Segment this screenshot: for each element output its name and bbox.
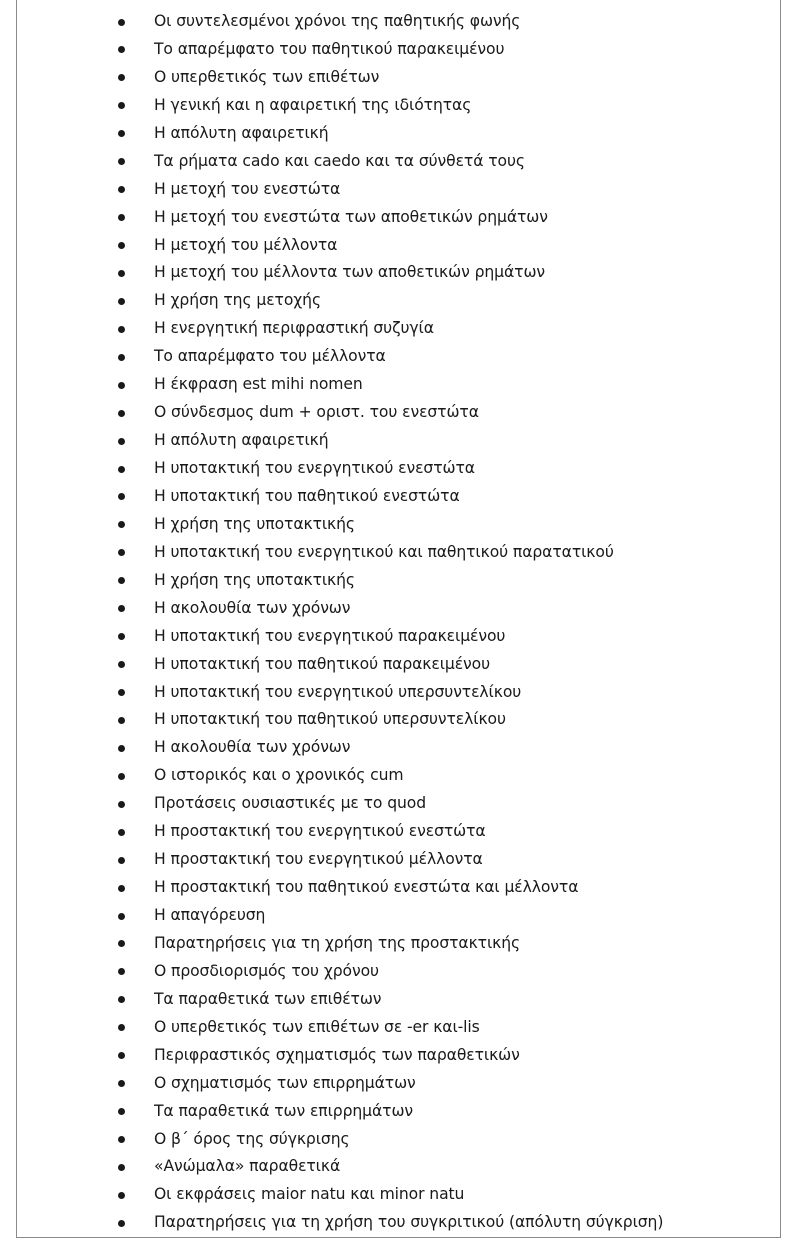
bullet-icon (118, 1108, 125, 1115)
bullet-icon (118, 326, 125, 333)
list-item-text: Περιφραστικός σχηματισμός των παραθετικών (154, 1045, 520, 1064)
bullet-icon (118, 74, 125, 81)
list-item-text: Τα ρήματα cado και caedo και τα σύνθετά τους (154, 151, 525, 170)
list-item-text: Η μετοχή του μέλλοντα (154, 235, 338, 254)
list-item (17, 455, 780, 483)
list-item (17, 176, 780, 204)
list-item-text: «Ανώμαλα» παραθετικά (154, 1157, 341, 1176)
bullet-icon (118, 242, 125, 249)
bullet-icon (118, 913, 125, 920)
bullet-icon (118, 354, 125, 361)
list-item-text: Οι εκφράσεις maior natu και minor natu (154, 1185, 465, 1204)
list-item (17, 1014, 780, 1042)
bullet-icon (118, 1192, 125, 1199)
bullet-icon (118, 577, 125, 584)
list-item (17, 427, 780, 455)
list-item-text: Η προστακτική του ενεργητικού ενεστώτα (154, 822, 486, 841)
list-item (17, 8, 780, 36)
bullet-icon (118, 1164, 125, 1171)
list-item (17, 483, 780, 511)
list-item-text: Προτάσεις ουσιαστικές με το quod (154, 794, 427, 813)
list-item-text: Η μετοχή του μέλλοντα των αποθετικών ρημάτων (154, 263, 546, 282)
bullet-icon (118, 521, 125, 528)
list-item-text: Ο β΄ όρος της σύγκρισης (154, 1129, 350, 1148)
bullet-icon (118, 633, 125, 640)
list-item (17, 315, 780, 343)
list-item-text: Ο ιστορικός και ο χρονικός cum (154, 766, 404, 785)
list-item-text: Η προστακτική του παθητικού ενεστώτα και μέλλοντα (154, 878, 579, 897)
bullet-icon (118, 940, 125, 947)
bullet-icon (118, 410, 125, 417)
list-item-text: Ο σύνδεσμος dum + οριστ. του ενεστώτα (154, 403, 479, 422)
bullet-icon (118, 549, 125, 556)
list-item-text: Η χρήση της υποτακτικής (154, 514, 355, 533)
bullet-icon (118, 968, 125, 975)
bullet-icon (118, 214, 125, 221)
list-item (17, 1070, 780, 1098)
topic-list (17, 8, 780, 1237)
list-item (17, 706, 780, 734)
bullet-icon (118, 158, 125, 165)
list-item (17, 287, 780, 315)
bullet-icon (118, 717, 125, 724)
list-item (17, 790, 780, 818)
list-item (17, 232, 780, 260)
list-item-text: Η έκφραση est mihi nomen (154, 375, 363, 394)
bullet-icon (118, 1024, 125, 1031)
list-item-text: Παρατηρήσεις για τη χρήση της προστακτικής (154, 933, 521, 952)
list-item-text: Ο προσδιορισμός του χρόνου (154, 961, 379, 980)
list-item (17, 986, 780, 1014)
bullet-icon (118, 745, 125, 752)
list-item-text: Ο υπερθετικός των επιθέτων (154, 67, 380, 86)
list-item (17, 902, 780, 930)
bullet-icon (118, 1136, 125, 1143)
bullet-icon (118, 270, 125, 277)
list-item (17, 567, 780, 595)
list-item (17, 595, 780, 623)
list-item (17, 1209, 780, 1237)
list-item (17, 1126, 780, 1154)
bullet-icon (118, 1052, 125, 1059)
list-item-text: Η υποτακτική του παθητικού ενεστώτα (154, 486, 460, 505)
list-item-text: Η υποτακτική του παθητικού υπερσυντελίκου (154, 710, 506, 729)
list-item (17, 204, 780, 232)
list-item-text: Τα παραθετικά των επιθέτων (154, 989, 382, 1008)
list-item-text: Το απαρέμφατο του μέλλοντα (154, 347, 386, 366)
list-item (17, 92, 780, 120)
list-item-text: Η υποτακτική του ενεργητικού και παθητικού παρατατικού (154, 542, 614, 561)
bullet-icon (118, 130, 125, 137)
list-item (17, 1042, 780, 1070)
list-item-text: Η υποτακτική του παθητικού παρακειμένου (154, 654, 491, 673)
list-item (17, 818, 780, 846)
list-item-text: Ο υπερθετικός των επιθέτων σε -er και-lis (154, 1017, 480, 1036)
list-item-text: Η απόλυτη αφαιρετική (154, 431, 329, 450)
bullet-icon (118, 102, 125, 109)
list-item-text: Η υποτακτική του ενεργητικού ενεστώτα (154, 459, 475, 477)
bullet-icon (118, 661, 125, 668)
list-item (17, 762, 780, 790)
list-item-text: Η απαγόρευση (154, 906, 266, 924)
bullet-icon (118, 19, 125, 26)
list-item (17, 874, 780, 902)
list-item (17, 651, 780, 679)
list-item-text: Η ενεργητική περιφραστική συζυγία (154, 319, 434, 338)
bullet-icon (118, 186, 125, 193)
list-item-text: Το απαρέμφατο του παθητικού παρακειμένου (154, 39, 505, 58)
list-item-text: Η απόλυτη αφαιρετική (154, 123, 329, 142)
list-item-text: Οι συντελεσμένοι χρόνοι της παθητικής φωνής (154, 12, 521, 30)
list-item-text: Παρατηρήσεις για τη χρήση του συγκριτικού (απόλυτη σύγκριση) (154, 1213, 664, 1232)
bullet-icon (118, 773, 125, 780)
list-item-text: Η γενική και η αφαιρετική της ιδιότητας (154, 95, 472, 114)
list-item-text: Ο σχηματισμός των επιρρημάτων (154, 1073, 416, 1092)
list-item (17, 930, 780, 958)
bullet-icon (118, 885, 125, 892)
bullet-icon (118, 466, 125, 473)
list-item (17, 148, 780, 176)
list-item (17, 511, 780, 539)
bullet-icon (118, 493, 125, 500)
list-item-text: Η χρήση της υποτακτικής (154, 570, 355, 589)
list-item-text: Η προστακτική του ενεργητικού μέλλοντα (154, 850, 483, 869)
list-item-text: Η ακολουθία των χρόνων (154, 738, 351, 757)
list-item (17, 958, 780, 986)
bullet-icon (118, 996, 125, 1003)
list-item (17, 539, 780, 567)
list-item (17, 259, 780, 287)
bullet-icon (118, 46, 125, 53)
list-item-text: Η χρήση της μετοχής (154, 291, 321, 310)
bullet-icon (118, 857, 125, 864)
bullet-icon (118, 298, 125, 305)
list-item (17, 1098, 780, 1126)
list-item (17, 1181, 780, 1209)
list-item (17, 120, 780, 148)
bullet-icon (118, 1080, 125, 1087)
list-item-text: Η υποτακτική του ενεργητικού υπερσυντελίκου (154, 682, 522, 701)
list-item-text: Η ακολουθία των χρόνων (154, 598, 351, 617)
bullet-icon (118, 438, 125, 445)
bullet-icon (118, 829, 125, 836)
list-item (17, 399, 780, 427)
list-item-text: Η υποτακτική του ενεργητικού παρακειμένου (154, 626, 506, 645)
list-item (17, 371, 780, 399)
list-item (17, 623, 780, 651)
list-item (17, 734, 780, 762)
list-item (17, 679, 780, 707)
list-item (17, 343, 780, 371)
bullet-icon (118, 605, 125, 612)
list-item (17, 36, 780, 64)
bullet-icon (118, 801, 125, 808)
bullet-icon (118, 689, 125, 696)
bullet-icon (118, 382, 125, 389)
document-frame (16, 0, 781, 1238)
bullet-icon (118, 1220, 125, 1227)
list-item (17, 846, 780, 874)
list-item (17, 64, 780, 92)
list-item (17, 1153, 780, 1181)
list-item-text: Η μετοχή του ενεστώτα (154, 179, 341, 198)
list-item-text: Η μετοχή του ενεστώτα των αποθετικών ρημάτων (154, 207, 548, 226)
list-item-text: Τα παραθετικά των επιρρημάτων (154, 1101, 414, 1120)
